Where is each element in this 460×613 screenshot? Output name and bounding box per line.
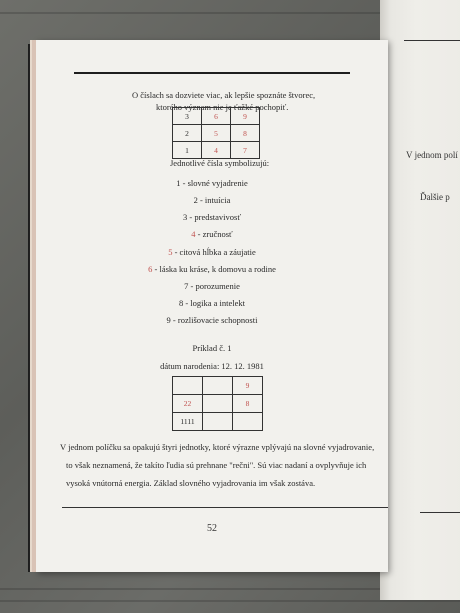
- cell: [203, 413, 233, 431]
- symbol-item: 3 - predstavivosť: [183, 212, 241, 222]
- example-title: Príklad č. 1: [192, 343, 232, 353]
- right-page-bottom-rule: [420, 512, 460, 513]
- symbol-item: 8 - logika a intelekt: [178, 298, 246, 308]
- cell: 5: [202, 125, 231, 142]
- cell: 2: [173, 125, 202, 142]
- example-date: dátum narodenia: 12. 12. 1981: [160, 361, 264, 371]
- cell: 8: [231, 125, 260, 142]
- right-page-text-1: V jednom polí: [406, 150, 458, 160]
- symbol-item: 1 - slovné vyjadrenie: [176, 178, 248, 188]
- cell: [203, 377, 233, 395]
- cell: 9: [231, 108, 260, 125]
- paragraph-line-1: V jednom políčku sa opakujú štyri jednotky, ktoré výrazne vplývajú na slovné vyjadrovanie,: [60, 442, 375, 452]
- symbol-item: 2 - intuícia: [193, 195, 231, 205]
- top-rule: [74, 72, 350, 74]
- bottom-rule: [62, 507, 388, 508]
- cell: 1111: [173, 413, 203, 431]
- cell: [173, 377, 203, 395]
- cell: [233, 413, 263, 431]
- symbol-item: 5 - citová hĺbka a záujatie: [168, 247, 256, 257]
- cell: 22: [173, 395, 203, 413]
- cell: 4: [202, 142, 231, 159]
- intro-line-2: ktorého význam nie je ťažké pochopiť.: [156, 102, 289, 112]
- cell: 9: [233, 377, 263, 395]
- paragraph-line-2: to však neznamená, že takíto ľudia sú prehnane "rečni". Sú viac nadaní a ovplyvňuje ich: [66, 460, 367, 470]
- page-number: 52: [207, 523, 217, 534]
- cell: 8: [233, 395, 263, 413]
- symbol-item: 4 - zručnosť: [191, 229, 233, 239]
- cell: 3: [173, 108, 202, 125]
- symbol-item: 6 - láska ku kráse, k domovu a rodine: [148, 264, 276, 274]
- cell: 7: [231, 142, 260, 159]
- right-page: [380, 0, 460, 600]
- cell: [203, 395, 233, 413]
- right-page-rule: [404, 40, 460, 41]
- example-square: [172, 376, 263, 431]
- left-page: [36, 40, 388, 572]
- intro-line-1: O číslach sa dozviete viac, ak lepšie spoznáte štvorec,: [132, 90, 316, 100]
- cell: 6: [202, 108, 231, 125]
- symbol-item: 7 - porozumenie: [184, 281, 240, 291]
- number-square: [172, 107, 260, 159]
- symbol-heading: Jednotlivé čísla symbolizujú:: [170, 158, 270, 168]
- paragraph-line-3: vysoká vnútorná energia. Základ slovného vyjadrovania im však zostáva.: [66, 478, 316, 488]
- symbol-item: 9 - rozlišovacie schopnosti: [166, 315, 258, 325]
- cell: 1: [173, 142, 202, 159]
- right-page-text-2: Ďalšie p: [420, 192, 450, 202]
